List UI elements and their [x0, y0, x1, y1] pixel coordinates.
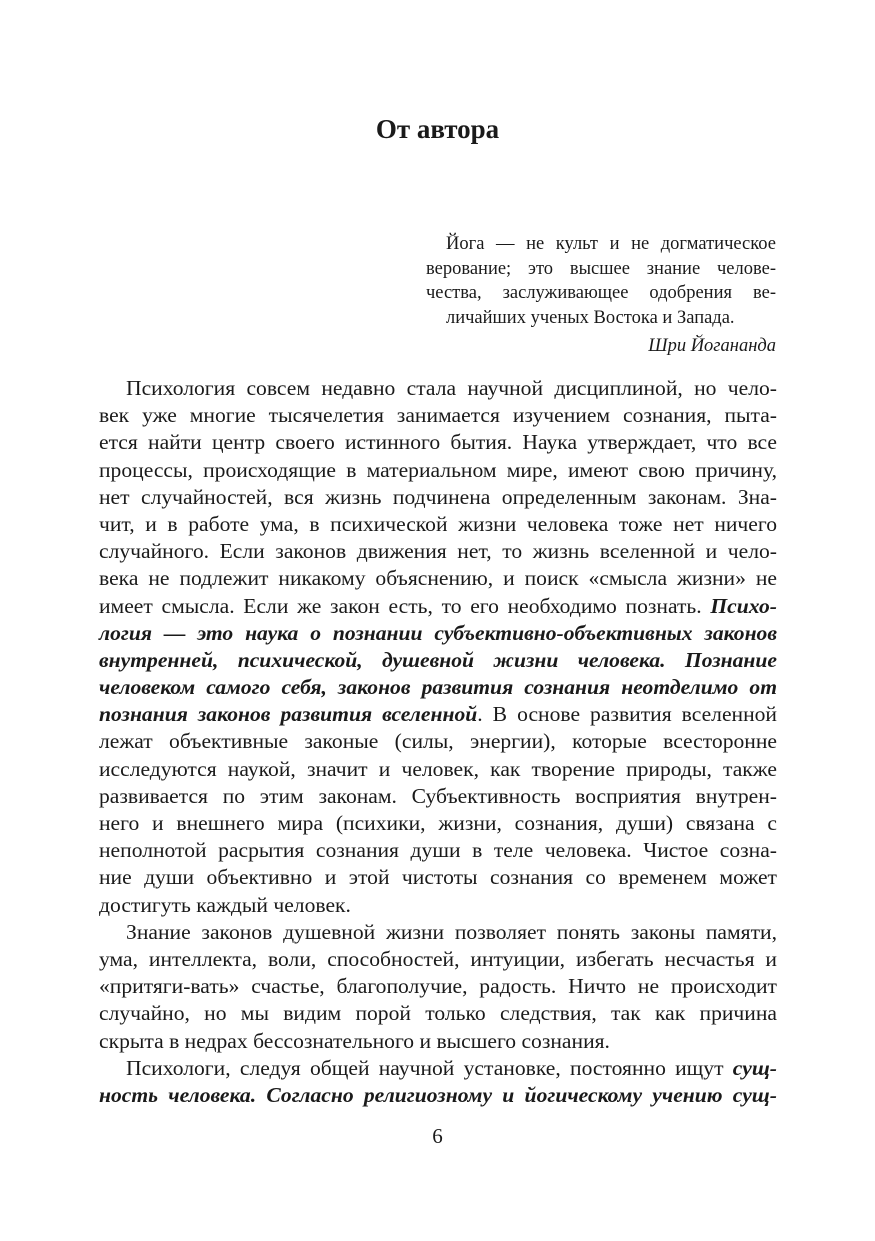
text-run: достигуть каждый человек. [99, 892, 351, 917]
body-line [99, 756, 777, 783]
text-run: ние души объективно и этой чистоты сознания со временем может [99, 865, 777, 890]
text-run: ется найти центр своего истинного бытия. Наука утверждает, что все [99, 430, 777, 455]
text-run: скрыта в недрах бессознательного и высшего сознания. [99, 1028, 610, 1053]
text-run: Знание законов душевной жизни позволяет понять законы памяти, [126, 919, 777, 944]
body-line [99, 783, 777, 810]
body-line [99, 946, 777, 973]
body-line [99, 1082, 777, 1109]
epigraph-line: Йога — не культ и не догматическое [446, 234, 776, 254]
text-run: Психологи, следуя общей научной установке, постоянно ищут [126, 1055, 733, 1080]
text-run: случайного. Если законов движения нет, то жизнь вселенной и чело- [99, 539, 777, 564]
emphasis-text: внутренней, психической, душевной жизни человека. Познание [99, 647, 777, 672]
text-run: ума, интеллекта, воли, способностей, интуиции, избегать несчастья и [99, 946, 777, 971]
emphasis-text: познания законов развития вселенной [99, 702, 478, 727]
body-line [99, 565, 777, 592]
body-line [99, 429, 777, 456]
body-line [99, 402, 777, 429]
body-line [99, 538, 777, 565]
text-run: процессы, происходящие в материальном мире, имеют свою причину, [99, 457, 777, 482]
text-run: . В основе развития вселенной [477, 702, 777, 727]
emphasis-text: ность человека. Согласно религиозному и йогическому учению сущ- [99, 1082, 777, 1107]
emphasis-text: логия — это наука о познании субъективно-объективных законов [99, 620, 777, 645]
text-run: развивается по этим законам. Субъективность восприятия внутрен- [99, 783, 777, 808]
page-title: От автора [375, 114, 500, 144]
epigraph-line: чества, заслуживающее одобрения ве- [426, 283, 776, 303]
text-run: лежат объективные законые (силы, энергии), которые всесторонне [99, 729, 777, 754]
body-line [99, 892, 777, 919]
text-run: случайно, но мы видим порой только следствия, так как причина [99, 1001, 777, 1026]
body-line [99, 375, 777, 402]
epigraph-author: Шри Йогананда [648, 336, 776, 356]
body-line [99, 919, 777, 946]
text-run: Психология совсем недавно стала научной дисциплиной, но чело- [126, 376, 777, 400]
body-line [99, 837, 777, 864]
text-run: неполнотой расрытия сознания души в теле человека. Чистое созна- [99, 838, 777, 863]
epigraph-line: личайших ученых Востока и Запада. [446, 307, 735, 328]
body-line [99, 973, 777, 1000]
emphasis-text: сущ- [732, 1055, 777, 1080]
emphasis-text: человеком самого себя, законов развития сознания неотделимо от [99, 675, 777, 700]
text-run: века не подлежит никакому объяснению, и поиск «смысла жизни» не [99, 566, 777, 591]
body-line [99, 593, 777, 620]
body-text [99, 375, 777, 1109]
body-line [99, 484, 777, 511]
body-line [99, 701, 777, 728]
epigraph-line: верование; это высшее знание челове- [426, 258, 776, 279]
emphasis-text: Психо- [710, 593, 777, 618]
text-run: «притяги-вать» счастье, благополучие, радость. Ничто не происходит [99, 974, 777, 999]
text-run: нет случайностей, вся жизнь подчинена определенным законам. Зна- [99, 484, 777, 509]
body-line [99, 674, 777, 701]
body-line [99, 647, 777, 674]
text-run: него и внешнего мира (психики, жизни, сознания, души) связана с [99, 811, 777, 835]
epigraph [426, 232, 776, 359]
body-line [99, 511, 777, 538]
body-line [99, 1055, 777, 1082]
body-line [99, 728, 777, 755]
text-run: исследуются наукой, значит и человек, как творение природы, также [99, 756, 777, 781]
page-number: 6 [432, 1124, 443, 1148]
text-run: век уже многие тысячелетия занимается изучением сознания, пыта- [99, 403, 777, 428]
text-run: имеет смысла. Если же закон есть, то его необходимо познать. [99, 593, 711, 618]
body-line [99, 620, 777, 647]
body-line [99, 810, 777, 837]
body-line [99, 864, 777, 891]
body-line [99, 1028, 777, 1055]
body-line [99, 1000, 777, 1027]
body-line [99, 457, 777, 484]
text-run: чит, и в работе ума, в психической жизни человека тоже нет ничего [99, 511, 777, 536]
